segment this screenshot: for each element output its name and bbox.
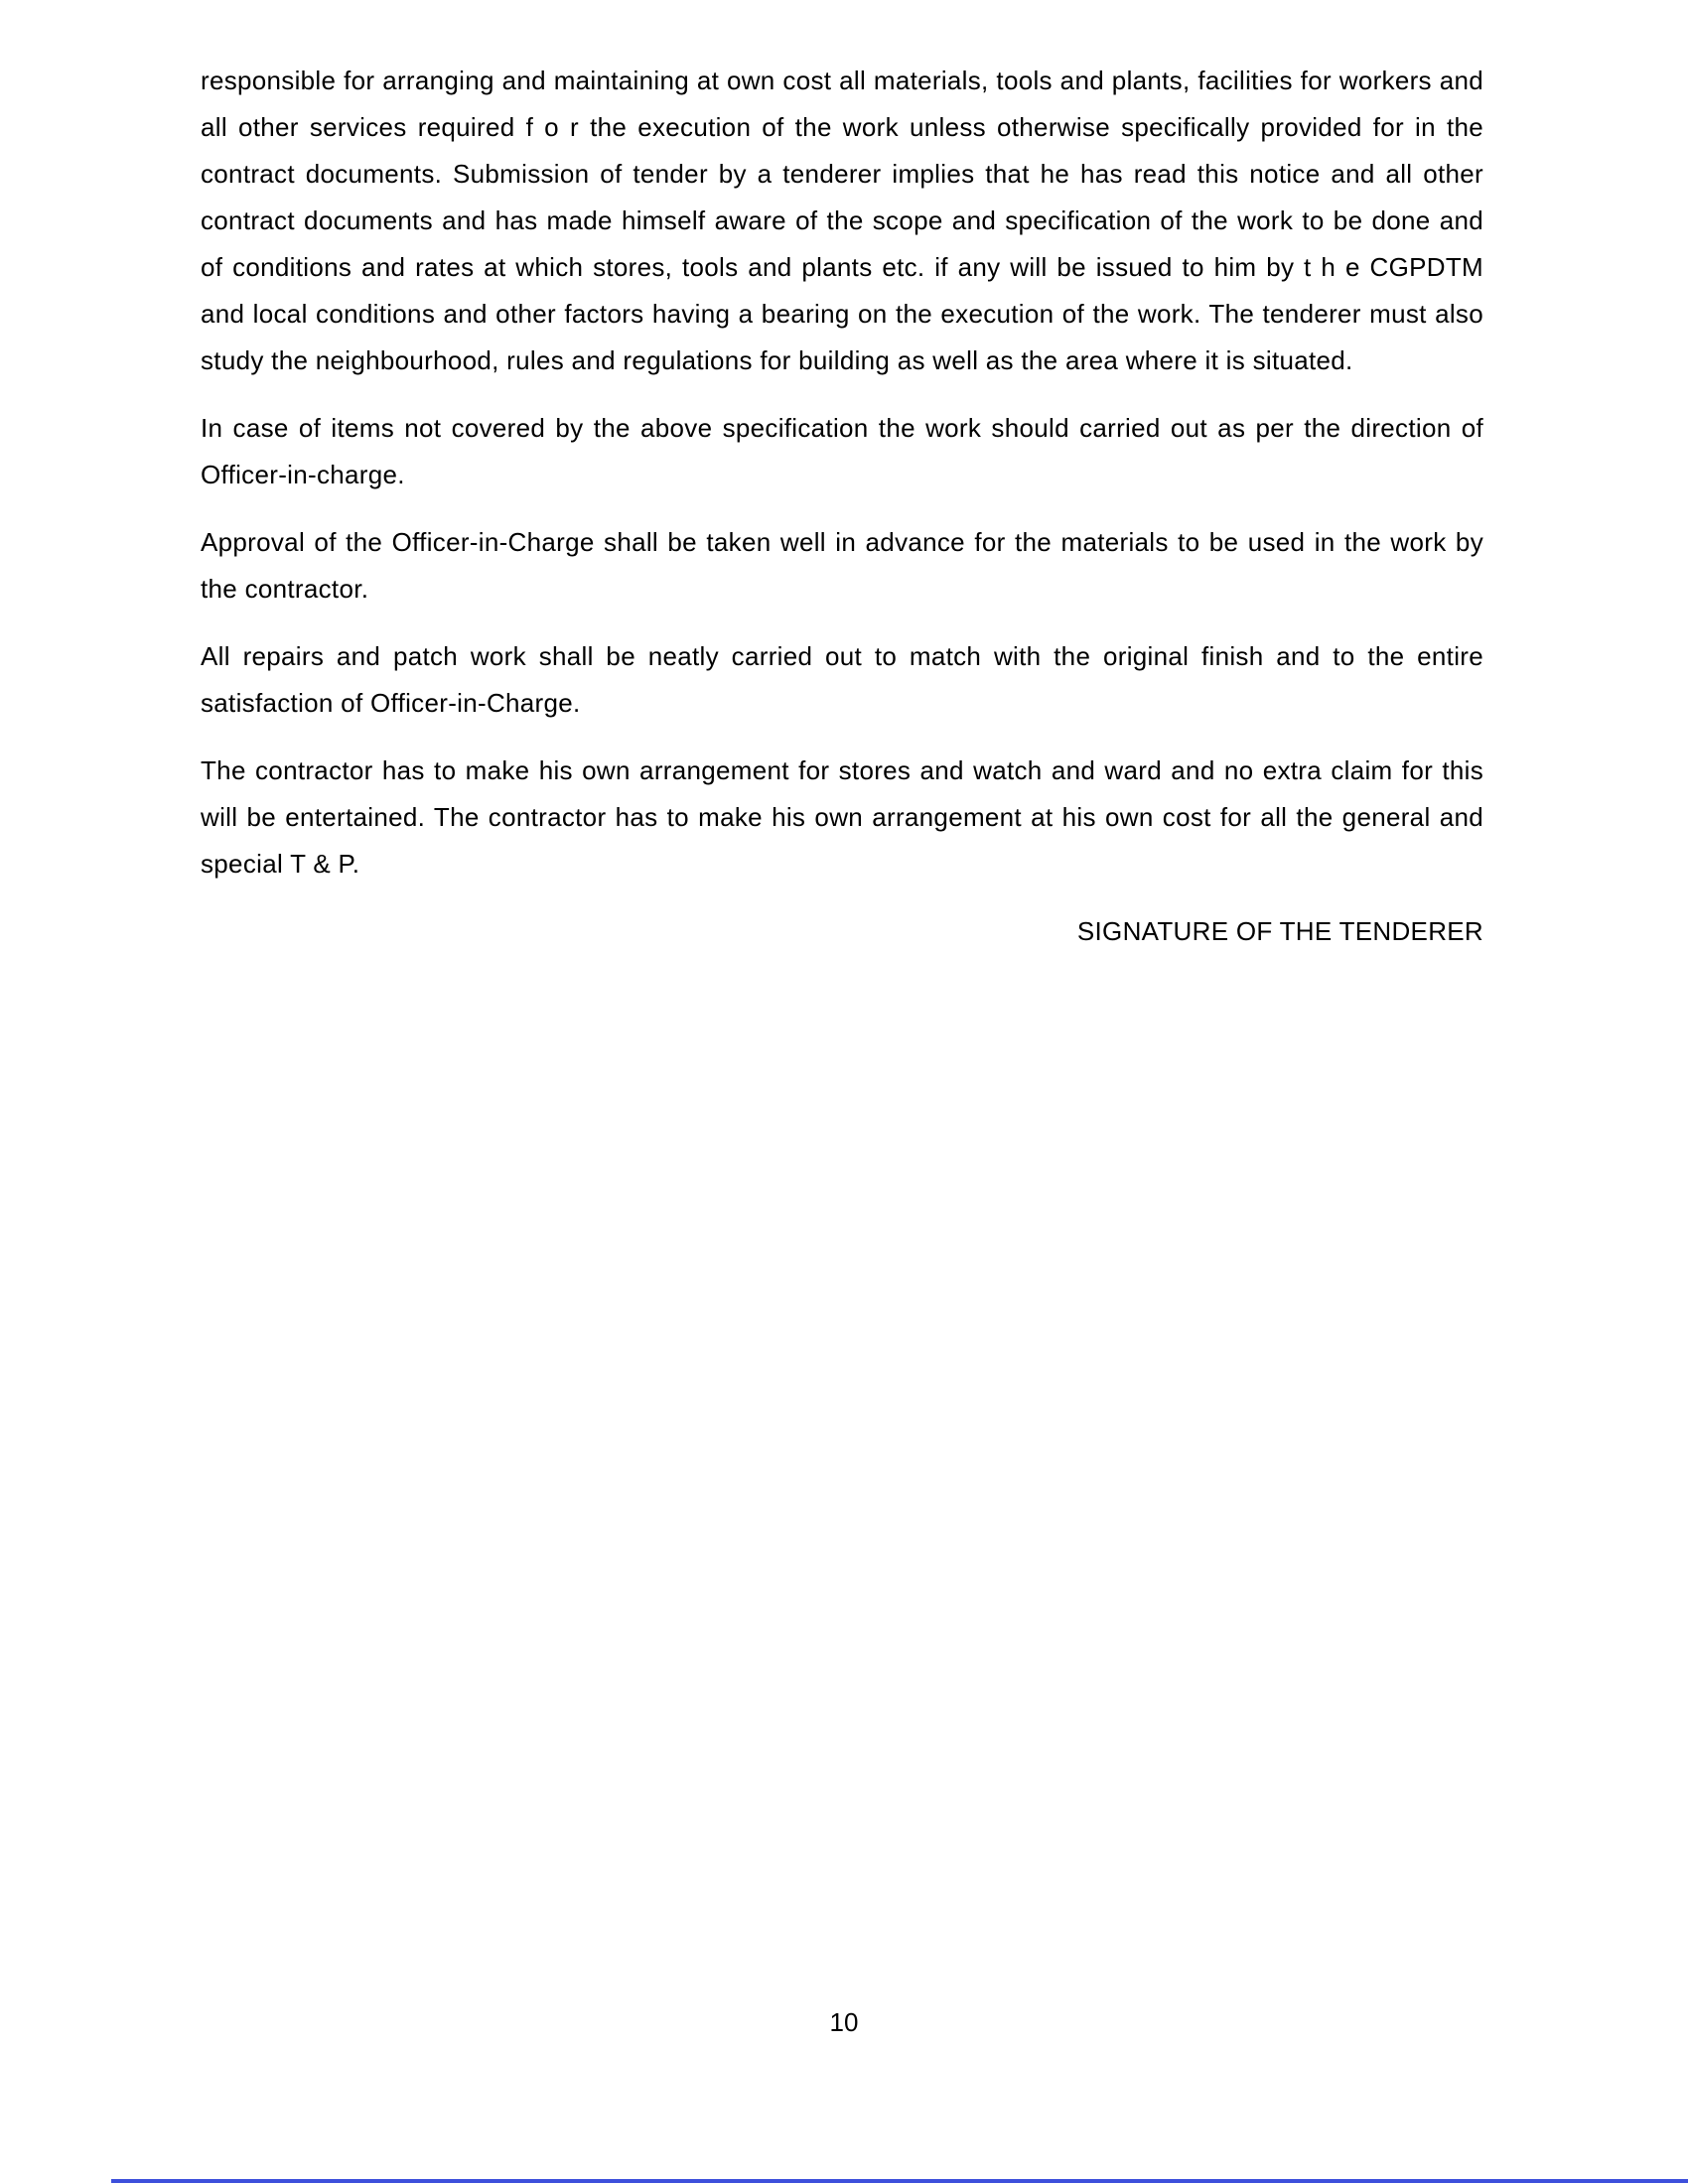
paragraph-approval-of-materials: Approval of the Officer-in-Charge shall be taken well in advance for the materials to be used in the work by the contractor. [201,527,1483,604]
page-number: 10 [829,2007,859,2037]
paragraph-stores-watch-ward: The contractor has to make his own arrangement for stores and watch and ward and no extra claim for this will be entertained. The contractor has to make his own arrangement at his own cost for all the general and special T & P. [201,755,1483,879]
paragraph-items-not-covered: In case of items not covered by the above specification the work should carried out as per the direction of Officer-in-charge. [201,413,1483,489]
document-body [201,58,1483,955]
paragraph-repairs-patch-work: All repairs and patch work shall be neatly carried out to match with the original finish and to the entire satisfaction of Officer-in-Charge. [201,641,1483,718]
paragraph-responsibilities: responsible for arranging and maintaining at own cost all materials, tools and plants, facilities for workers and all other services required f o r the execution of the work unless otherwise specifically provided for in the contract documents. Submission of tender by a tenderer implies that he has read this notice and all other contract documents and has made himself aware of the scope and specification of the work to be done and of conditions and rates at which stores, tools and plants etc. if any will be issued to him by t h e CGPDTM and local conditions and other factors having a bearing on the execution of the work. The tenderer must also study the neighbourhood, rules and regulations for building as well as the area where it is situated. [201,66,1483,375]
signature-line: SIGNATURE OF THE TENDERER [1076,916,1483,946]
bottom-border-line [111,2179,1688,2183]
